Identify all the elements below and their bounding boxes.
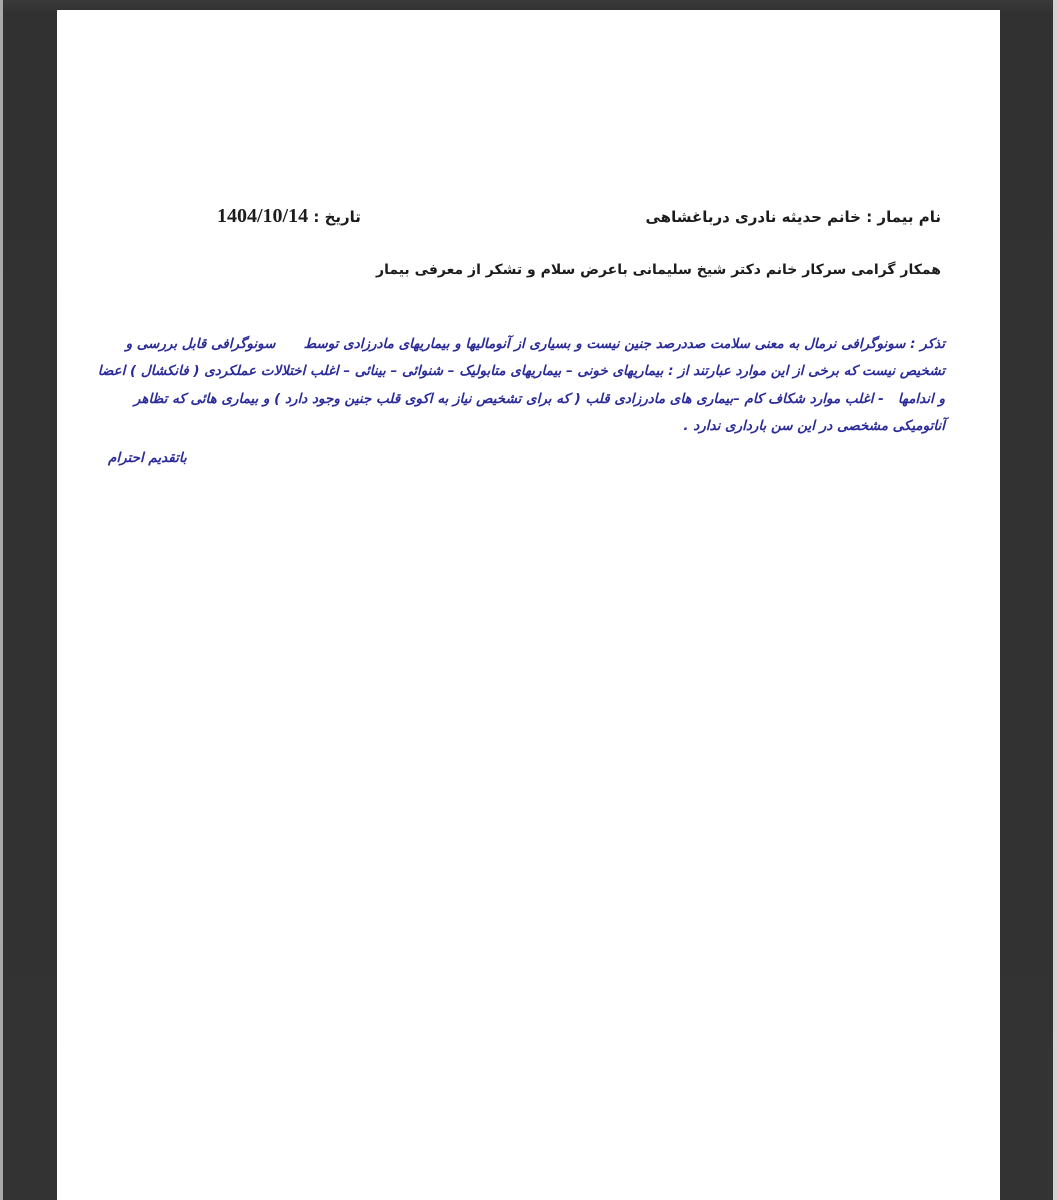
letter-page <box>57 10 1000 1200</box>
notice-line-3: و اندامها - اغلب موارد شکاف کام –بیماری های مادرزادی قلب ( که برای تشخیص نیاز به اکوی قلب جنین وجود دارد ) و بیماری هائی که تظاهر <box>133 390 945 407</box>
notice-line-4: آناتومیکی مشخصی در این سن بارداری ندارد . <box>683 418 945 435</box>
right-edge-strip <box>1053 0 1057 1200</box>
patient-name-line: نام بیمار : خانم حدیثه نادری درباغشاهی <box>645 208 941 226</box>
greeting-line: همکار گرامی سرکار خانم دکتر شیخ سلیمانی باعرض سلام و تشکر از معرفی بیمار <box>376 262 941 278</box>
date-value: 1404/10/14 <box>217 205 309 227</box>
sonography-notice-paragraph <box>97 331 945 441</box>
date-line <box>217 203 361 230</box>
closing-line: باتقدیم احترام <box>108 450 187 466</box>
notice-line-2: تشخیص نیست که برخی از این موارد عبارتند از : بیماریهای خونی – بیماریهای متابولیک – شنوائی – بینائی – اغلب اختلالات عملکردی ( فانکشال ) اعضا <box>97 363 945 380</box>
letter-header <box>57 203 1000 230</box>
date-label: تاریخ : <box>308 208 361 226</box>
notice-line-1: تذکر : سونوگرافی نرمال به معنی سلامت صددرصد جنین نیست و بسیاری از آنومالیها و بیماریهای مادرزادی توسط سونوگرافی قابل بررسی و <box>125 336 945 352</box>
left-edge-strip <box>0 0 3 1200</box>
